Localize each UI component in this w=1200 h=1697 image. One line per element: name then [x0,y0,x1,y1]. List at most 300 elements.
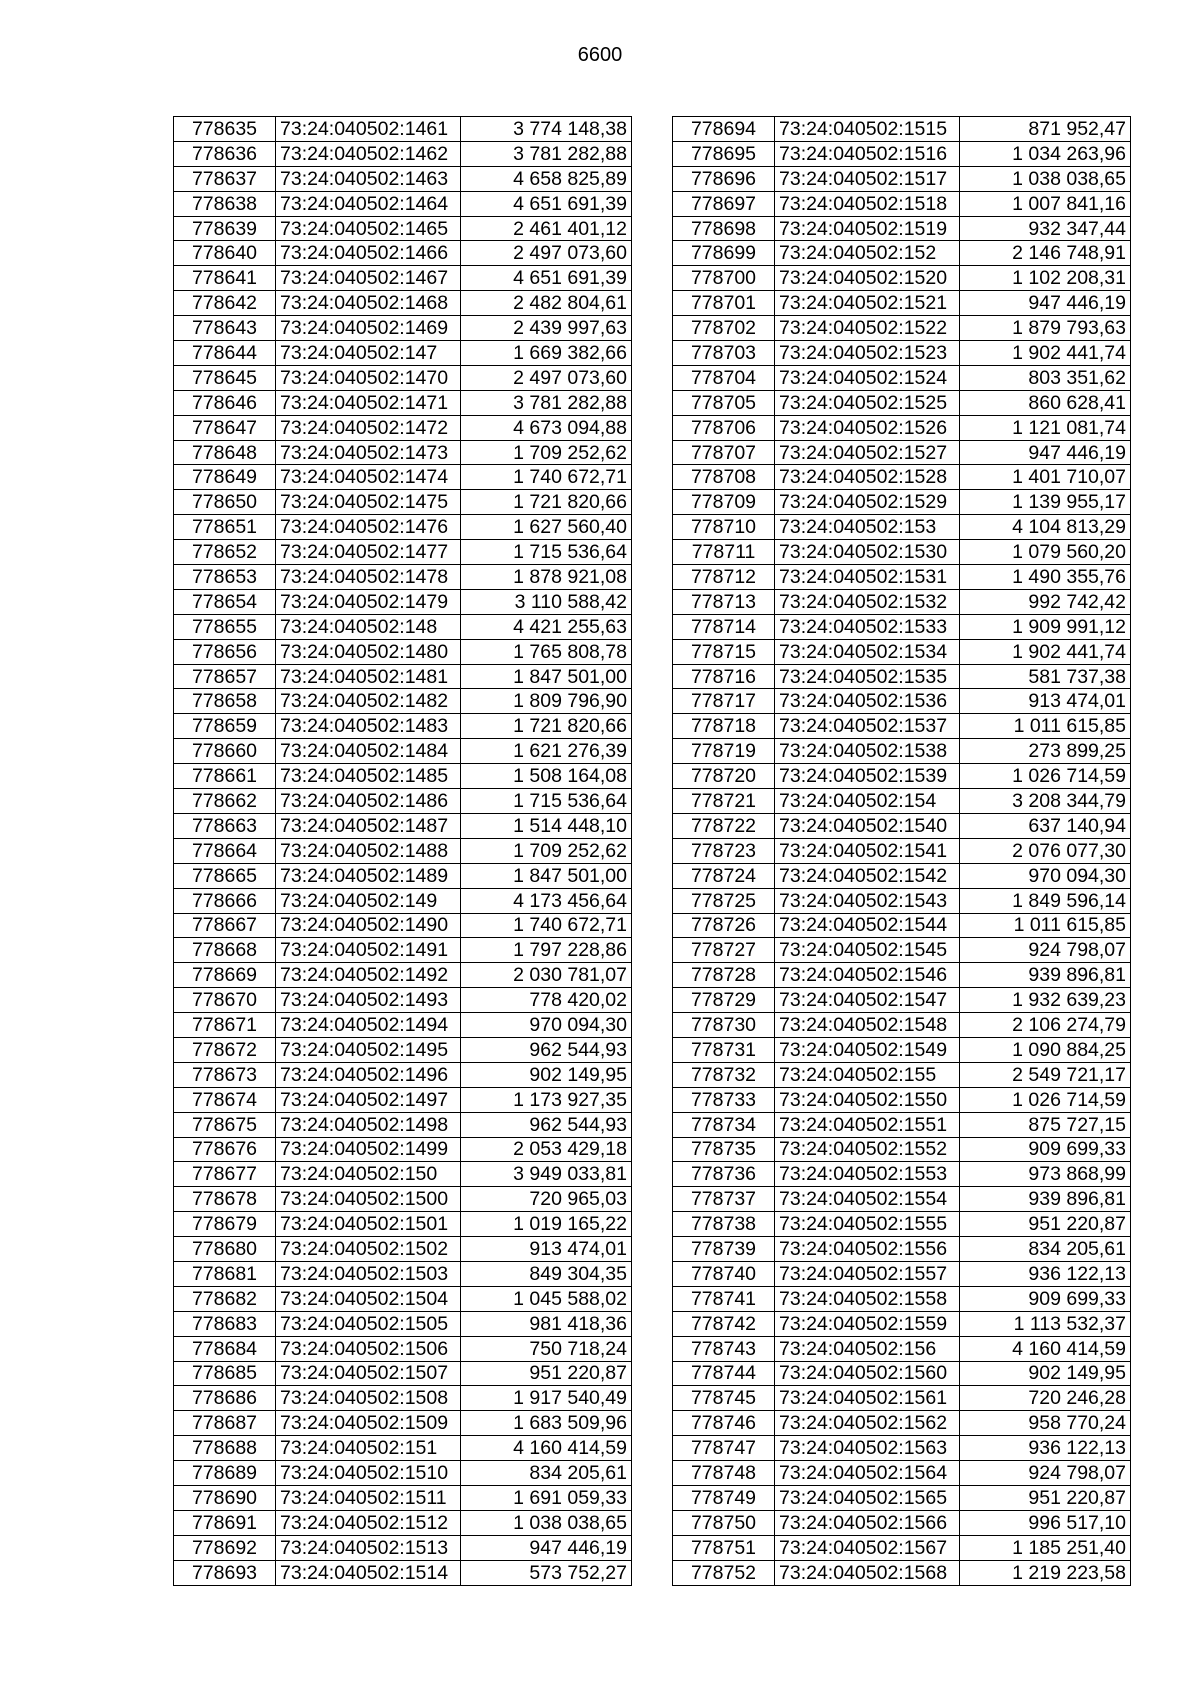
cadastral-number-cell: 73:24:040502:1511 [276,1485,461,1510]
cadastral-number-cell: 73:24:040502:1528 [775,465,960,490]
row-number-cell: 778745 [673,1386,775,1411]
cadastral-value-cell: 970 094,30 [461,1013,632,1038]
cadastral-number-cell: 73:24:040502:1525 [775,390,960,415]
row-number-cell: 778731 [673,1037,775,1062]
cadastral-value-cell: 3 781 282,88 [461,141,632,166]
cadastral-number-cell: 73:24:040502:1499 [276,1137,461,1162]
table-row [174,166,632,191]
row-number-cell: 778650 [174,490,276,515]
cadastral-number-cell: 73:24:040502:1478 [276,565,461,590]
row-number-cell: 778675 [174,1112,276,1137]
cadastral-value-cell: 1 490 355,76 [960,565,1131,590]
cadastral-number-cell: 73:24:040502:1464 [276,191,461,216]
table-row [673,813,1131,838]
row-number-cell: 778678 [174,1187,276,1212]
cadastral-number-cell: 73:24:040502:1486 [276,789,461,814]
table-row [673,1137,1131,1162]
cadastral-value-cell: 4 160 414,59 [461,1436,632,1461]
row-number-cell: 778694 [673,117,775,142]
table-row [174,266,632,291]
cadastral-number-cell: 73:24:040502:1538 [775,739,960,764]
row-number-cell: 778640 [174,241,276,266]
row-number-cell: 778661 [174,764,276,789]
table-row [174,440,632,465]
table-row [174,963,632,988]
cadastral-number-cell: 73:24:040502:1529 [775,490,960,515]
cadastral-value-cell: 4 673 094,88 [461,415,632,440]
row-number-cell: 778685 [174,1361,276,1386]
cadastral-number-cell: 73:24:040502:1466 [276,241,461,266]
cadastral-value-cell: 3 781 282,88 [461,390,632,415]
table-row [673,614,1131,639]
row-number-cell: 778735 [673,1137,775,1162]
cadastral-value-cell: 1 691 059,33 [461,1485,632,1510]
cadastral-value-cell: 970 094,30 [960,863,1131,888]
table-row [673,1087,1131,1112]
cadastral-number-cell: 73:24:040502:1475 [276,490,461,515]
cadastral-value-cell: 273 899,25 [960,739,1131,764]
table-row [174,789,632,814]
cadastral-number-cell: 73:24:040502:1537 [775,714,960,739]
cadastral-value-cell: 778 420,02 [461,988,632,1013]
cadastral-number-cell: 73:24:040502:1530 [775,540,960,565]
table-row [174,191,632,216]
table-row [673,266,1131,291]
cadastral-value-cell: 2 146 748,91 [960,241,1131,266]
cadastral-number-cell: 73:24:040502:1551 [775,1112,960,1137]
table-row [174,988,632,1013]
cadastral-number-cell: 73:24:040502:1562 [775,1411,960,1436]
cadastral-value-cell: 1 627 560,40 [461,515,632,540]
cadastral-value-cell: 1 090 884,25 [960,1037,1131,1062]
row-number-cell: 778700 [673,266,775,291]
row-number-cell: 778728 [673,963,775,988]
table-row [174,316,632,341]
row-number-cell: 778743 [673,1336,775,1361]
table-row [174,291,632,316]
table-row [673,1336,1131,1361]
cadastral-value-cell: 1 721 820,66 [461,490,632,515]
row-number-cell: 778697 [673,191,775,216]
cadastral-number-cell: 73:24:040502:1532 [775,589,960,614]
cadastral-number-cell: 73:24:040502:1524 [775,365,960,390]
row-number-cell: 778638 [174,191,276,216]
table-row [174,515,632,540]
cadastral-value-cell: 3 110 588,42 [461,589,632,614]
row-number-cell: 778698 [673,216,775,241]
row-number-cell: 778704 [673,365,775,390]
table-row [174,490,632,515]
cadastral-number-cell: 73:24:040502:1560 [775,1361,960,1386]
cadastral-value-cell: 1 809 796,90 [461,689,632,714]
table-row [673,1062,1131,1087]
table-row [174,739,632,764]
row-number-cell: 778665 [174,863,276,888]
cadastral-number-cell: 73:24:040502:1523 [775,341,960,366]
table-row [673,365,1131,390]
row-number-cell: 778637 [174,166,276,191]
table-row [673,1187,1131,1212]
cadastral-value-cell: 1 038 038,65 [960,166,1131,191]
cadastral-value-cell: 1 847 501,00 [461,863,632,888]
cadastral-number-cell: 73:24:040502:1462 [276,141,461,166]
cadastral-number-cell: 73:24:040502:1516 [775,141,960,166]
cadastral-number-cell: 73:24:040502:1544 [775,913,960,938]
row-number-cell: 778682 [174,1286,276,1311]
cadastral-value-cell: 1 932 639,23 [960,988,1131,1013]
cadastral-value-cell: 1 917 540,49 [461,1386,632,1411]
table-row [174,1261,632,1286]
cadastral-value-cell: 1 038 038,65 [461,1510,632,1535]
cadastral-number-cell: 73:24:040502:1497 [276,1087,461,1112]
cadastral-number-cell: 73:24:040502:1548 [775,1013,960,1038]
cadastral-value-cell: 1 878 921,08 [461,565,632,590]
table-row [174,1037,632,1062]
cadastral-number-cell: 73:24:040502:1509 [276,1411,461,1436]
row-number-cell: 778749 [673,1485,775,1510]
table-row [673,589,1131,614]
table-row [174,1436,632,1461]
cadastral-number-cell: 73:24:040502:147 [276,341,461,366]
cadastral-number-cell: 73:24:040502:153 [775,515,960,540]
row-number-cell: 778707 [673,440,775,465]
row-number-cell: 778657 [174,664,276,689]
row-number-cell: 778660 [174,739,276,764]
table-row [174,241,632,266]
cadastral-value-cell: 1 709 252,62 [461,838,632,863]
cadastral-number-cell: 73:24:040502:1477 [276,540,461,565]
cadastral-value-cell: 1 102 208,31 [960,266,1131,291]
cadastral-number-cell: 73:24:040502:1534 [775,639,960,664]
cadastral-number-cell: 73:24:040502:1472 [276,415,461,440]
cadastral-value-cell: 1 011 615,85 [960,913,1131,938]
row-number-cell: 778726 [673,913,775,938]
table-row [673,1510,1131,1535]
cadastral-number-cell: 73:24:040502:1482 [276,689,461,714]
cadastral-value-cell: 1 765 808,78 [461,639,632,664]
cadastral-value-cell: 1 113 532,37 [960,1311,1131,1336]
table-row [174,1336,632,1361]
cadastral-value-cell: 2 497 073,60 [461,365,632,390]
table-row [174,1311,632,1336]
cadastral-number-cell: 73:24:040502:1527 [775,440,960,465]
cadastral-value-cell: 2 461 401,12 [461,216,632,241]
table-row [673,440,1131,465]
cadastral-value-cell: 1 045 588,02 [461,1286,632,1311]
cadastral-value-cell: 2 030 781,07 [461,963,632,988]
cadastral-value-cell: 2 439 997,63 [461,316,632,341]
cadastral-number-cell: 73:24:040502:1540 [775,813,960,838]
table-row [673,1212,1131,1237]
cadastral-value-cell: 4 104 813,29 [960,515,1131,540]
cadastral-value-cell: 875 727,15 [960,1112,1131,1137]
cadastral-number-cell: 73:24:040502:1549 [775,1037,960,1062]
cadastral-value-cell: 871 952,47 [960,117,1131,142]
row-number-cell: 778676 [174,1137,276,1162]
table-row [174,589,632,614]
cadastral-value-cell: 902 149,95 [461,1062,632,1087]
cadastral-value-cell: 913 474,01 [960,689,1131,714]
cadastral-number-cell: 73:24:040502:1483 [276,714,461,739]
row-number-cell: 778690 [174,1485,276,1510]
table-row [673,316,1131,341]
cadastral-number-cell: 73:24:040502:1536 [775,689,960,714]
table-row [673,1411,1131,1436]
row-number-cell: 778740 [673,1261,775,1286]
cadastral-value-cell: 1 715 536,64 [461,540,632,565]
cadastral-number-cell: 73:24:040502:1539 [775,764,960,789]
table-row [673,664,1131,689]
cadastral-value-cell: 3 949 033,81 [461,1162,632,1187]
cadastral-value-cell: 1 902 441,74 [960,341,1131,366]
cadastral-value-cell: 3 774 148,38 [461,117,632,142]
row-number-cell: 778664 [174,838,276,863]
cadastral-number-cell: 73:24:040502:150 [276,1162,461,1187]
cadastral-value-cell: 750 718,24 [461,1336,632,1361]
table-row [174,838,632,863]
row-number-cell: 778643 [174,316,276,341]
table-row [174,1212,632,1237]
cadastral-number-cell: 73:24:040502:1559 [775,1311,960,1336]
table-row [673,565,1131,590]
table-row [174,938,632,963]
cadastral-number-cell: 73:24:040502:1470 [276,365,461,390]
cadastral-number-cell: 73:24:040502:1484 [276,739,461,764]
cadastral-number-cell: 73:24:040502:1489 [276,863,461,888]
cadastral-number-cell: 73:24:040502:156 [775,1336,960,1361]
table-row [673,216,1131,241]
table-row [673,191,1131,216]
cadastral-value-cell: 947 446,19 [461,1535,632,1560]
row-number-cell: 778672 [174,1037,276,1062]
row-number-cell: 778718 [673,714,775,739]
cadastral-value-cell: 932 347,44 [960,216,1131,241]
table-row [174,1411,632,1436]
row-number-cell: 778673 [174,1062,276,1087]
table-row [673,938,1131,963]
cadastral-number-cell: 73:24:040502:1485 [276,764,461,789]
page-number: 6600 [577,44,623,66]
table-row [673,1361,1131,1386]
row-number-cell: 778642 [174,291,276,316]
cadastral-value-cell: 2 076 077,30 [960,838,1131,863]
table-row [673,838,1131,863]
cadastral-number-cell: 73:24:040502:1564 [775,1461,960,1486]
cadastral-value-cell: 4 658 825,89 [461,166,632,191]
cadastral-value-cell: 720 246,28 [960,1386,1131,1411]
cadastral-number-cell: 73:24:040502:1480 [276,639,461,664]
cadastral-value-cell: 3 208 344,79 [960,789,1131,814]
cadastral-number-cell: 73:24:040502:1543 [775,888,960,913]
table-row [174,341,632,366]
row-number-cell: 778695 [673,141,775,166]
cadastral-number-cell: 73:24:040502:149 [276,888,461,913]
cadastral-number-cell: 73:24:040502:1552 [775,1137,960,1162]
cadastral-value-cell: 581 737,38 [960,664,1131,689]
table-row [673,913,1131,938]
row-number-cell: 778720 [673,764,775,789]
row-number-cell: 778667 [174,913,276,938]
row-number-cell: 778683 [174,1311,276,1336]
row-number-cell: 778716 [673,664,775,689]
row-number-cell: 778696 [673,166,775,191]
table-row [174,664,632,689]
row-number-cell: 778751 [673,1535,775,1560]
cadastral-value-cell: 947 446,19 [960,440,1131,465]
cadastral-number-cell: 73:24:040502:155 [775,1062,960,1087]
cadastral-number-cell: 73:24:040502:151 [276,1436,461,1461]
cadastral-number-cell: 73:24:040502:1505 [276,1311,461,1336]
cadastral-number-cell: 73:24:040502:1522 [775,316,960,341]
cadastral-number-cell: 73:24:040502:1488 [276,838,461,863]
cadastral-number-cell: 73:24:040502:1547 [775,988,960,1013]
row-number-cell: 778712 [673,565,775,590]
cadastral-value-cell: 4 173 456,64 [461,888,632,913]
cadastral-number-cell: 73:24:040502:1531 [775,565,960,590]
cadastral-value-cell: 1 621 276,39 [461,739,632,764]
cadastral-number-cell: 73:24:040502:1520 [775,266,960,291]
row-number-cell: 778656 [174,639,276,664]
table-row [174,1162,632,1187]
cadastral-number-cell: 73:24:040502:1492 [276,963,461,988]
row-number-cell: 778729 [673,988,775,1013]
cadastral-value-cell: 1 007 841,16 [960,191,1131,216]
cadastral-number-cell: 73:24:040502:1567 [775,1535,960,1560]
row-number-cell: 778725 [673,888,775,913]
row-number-cell: 778744 [673,1361,775,1386]
cadastral-value-cell: 1 669 382,66 [461,341,632,366]
cadastral-number-cell: 73:24:040502:1557 [775,1261,960,1286]
table-row [174,1187,632,1212]
cadastral-number-cell: 73:24:040502:1494 [276,1013,461,1038]
cadastral-number-cell: 73:24:040502:1479 [276,589,461,614]
cadastral-number-cell: 73:24:040502:1545 [775,938,960,963]
table-row [673,465,1131,490]
cadastral-value-cell: 834 205,61 [461,1461,632,1486]
cadastral-number-cell: 73:24:040502:1512 [276,1510,461,1535]
cadastral-value-cell: 951 220,87 [960,1212,1131,1237]
table-row [174,1361,632,1386]
cadastral-number-cell: 73:24:040502:1498 [276,1112,461,1137]
cadastral-number-cell: 73:24:040502:1568 [775,1560,960,1585]
row-number-cell: 778654 [174,589,276,614]
cadastral-number-cell: 73:24:040502:1526 [775,415,960,440]
row-number-cell: 778711 [673,540,775,565]
table-row [673,1037,1131,1062]
cadastral-value-cell: 1 740 672,71 [461,913,632,938]
cadastral-value-cell: 1 026 714,59 [960,1087,1131,1112]
row-number-cell: 778647 [174,415,276,440]
cadastral-value-cell: 1 902 441,74 [960,639,1131,664]
table-row [174,117,632,142]
table-row [673,490,1131,515]
cadastral-value-cell: 849 304,35 [461,1261,632,1286]
cadastral-number-cell: 73:24:040502:1566 [775,1510,960,1535]
row-number-cell: 778750 [673,1510,775,1535]
cadastral-number-cell: 73:24:040502:1521 [775,291,960,316]
cadastral-number-cell: 73:24:040502:1461 [276,117,461,142]
table-row [174,465,632,490]
row-number-cell: 778719 [673,739,775,764]
cadastral-value-cell: 1 715 536,64 [461,789,632,814]
cadastral-number-cell: 73:24:040502:1496 [276,1062,461,1087]
table-row [673,689,1131,714]
table-row [174,714,632,739]
row-number-cell: 778649 [174,465,276,490]
row-number-cell: 778709 [673,490,775,515]
row-number-cell: 778684 [174,1336,276,1361]
cadastral-value-cell: 924 798,07 [960,938,1131,963]
table-row [673,1162,1131,1187]
cadastral-number-cell: 73:24:040502:152 [775,241,960,266]
cadastral-number-cell: 73:24:040502:1565 [775,1485,960,1510]
cadastral-value-cell: 913 474,01 [461,1237,632,1262]
row-number-cell: 778733 [673,1087,775,1112]
cadastral-number-cell: 73:24:040502:1541 [775,838,960,863]
table-row [174,1535,632,1560]
table-row [673,390,1131,415]
cadastral-value-cell: 962 544,93 [461,1037,632,1062]
cadastral-number-cell: 73:24:040502:1556 [775,1237,960,1262]
cadastral-number-cell: 73:24:040502:1561 [775,1386,960,1411]
table-row [673,540,1131,565]
cadastral-number-cell: 73:24:040502:1533 [775,614,960,639]
row-number-cell: 778680 [174,1237,276,1262]
cadastral-number-cell: 73:24:040502:1490 [276,913,461,938]
cadastral-value-cell: 4 160 414,59 [960,1336,1131,1361]
row-number-cell: 778747 [673,1436,775,1461]
cadastral-value-cell: 1 173 927,35 [461,1087,632,1112]
row-number-cell: 778736 [673,1162,775,1187]
cadastral-value-cell: 803 351,62 [960,365,1131,390]
table-row [673,1112,1131,1137]
table-row [673,117,1131,142]
cadastral-number-cell: 73:24:040502:148 [276,614,461,639]
cadastral-number-cell: 73:24:040502:1514 [276,1560,461,1585]
table-row [174,365,632,390]
table-row [174,1560,632,1585]
table-row [174,1386,632,1411]
table-row [174,1087,632,1112]
table-row [174,913,632,938]
cadastral-number-cell: 73:24:040502:1554 [775,1187,960,1212]
cadastral-number-cell: 73:24:040502:1502 [276,1237,461,1262]
table-row [673,739,1131,764]
cadastral-value-cell: 924 798,07 [960,1461,1131,1486]
table-row [673,166,1131,191]
cadastral-table-right [672,116,1131,1586]
cadastral-number-cell: 73:24:040502:1519 [775,216,960,241]
row-number-cell: 778674 [174,1087,276,1112]
cadastral-value-cell: 939 896,81 [960,1187,1131,1212]
row-number-cell: 778715 [673,639,775,664]
cadastral-value-cell: 951 220,87 [461,1361,632,1386]
table-row [673,764,1131,789]
cadastral-value-cell: 1 849 596,14 [960,888,1131,913]
table-row [174,1013,632,1038]
cadastral-value-cell: 1 219 223,58 [960,1560,1131,1585]
cadastral-value-cell: 981 418,36 [461,1311,632,1336]
table-row [174,689,632,714]
row-number-cell: 778687 [174,1411,276,1436]
row-number-cell: 778662 [174,789,276,814]
table-row [673,1311,1131,1336]
cadastral-number-cell: 73:24:040502:1503 [276,1261,461,1286]
cadastral-value-cell: 1 019 165,22 [461,1212,632,1237]
table-row [673,415,1131,440]
row-number-cell: 778663 [174,813,276,838]
table-row [174,540,632,565]
